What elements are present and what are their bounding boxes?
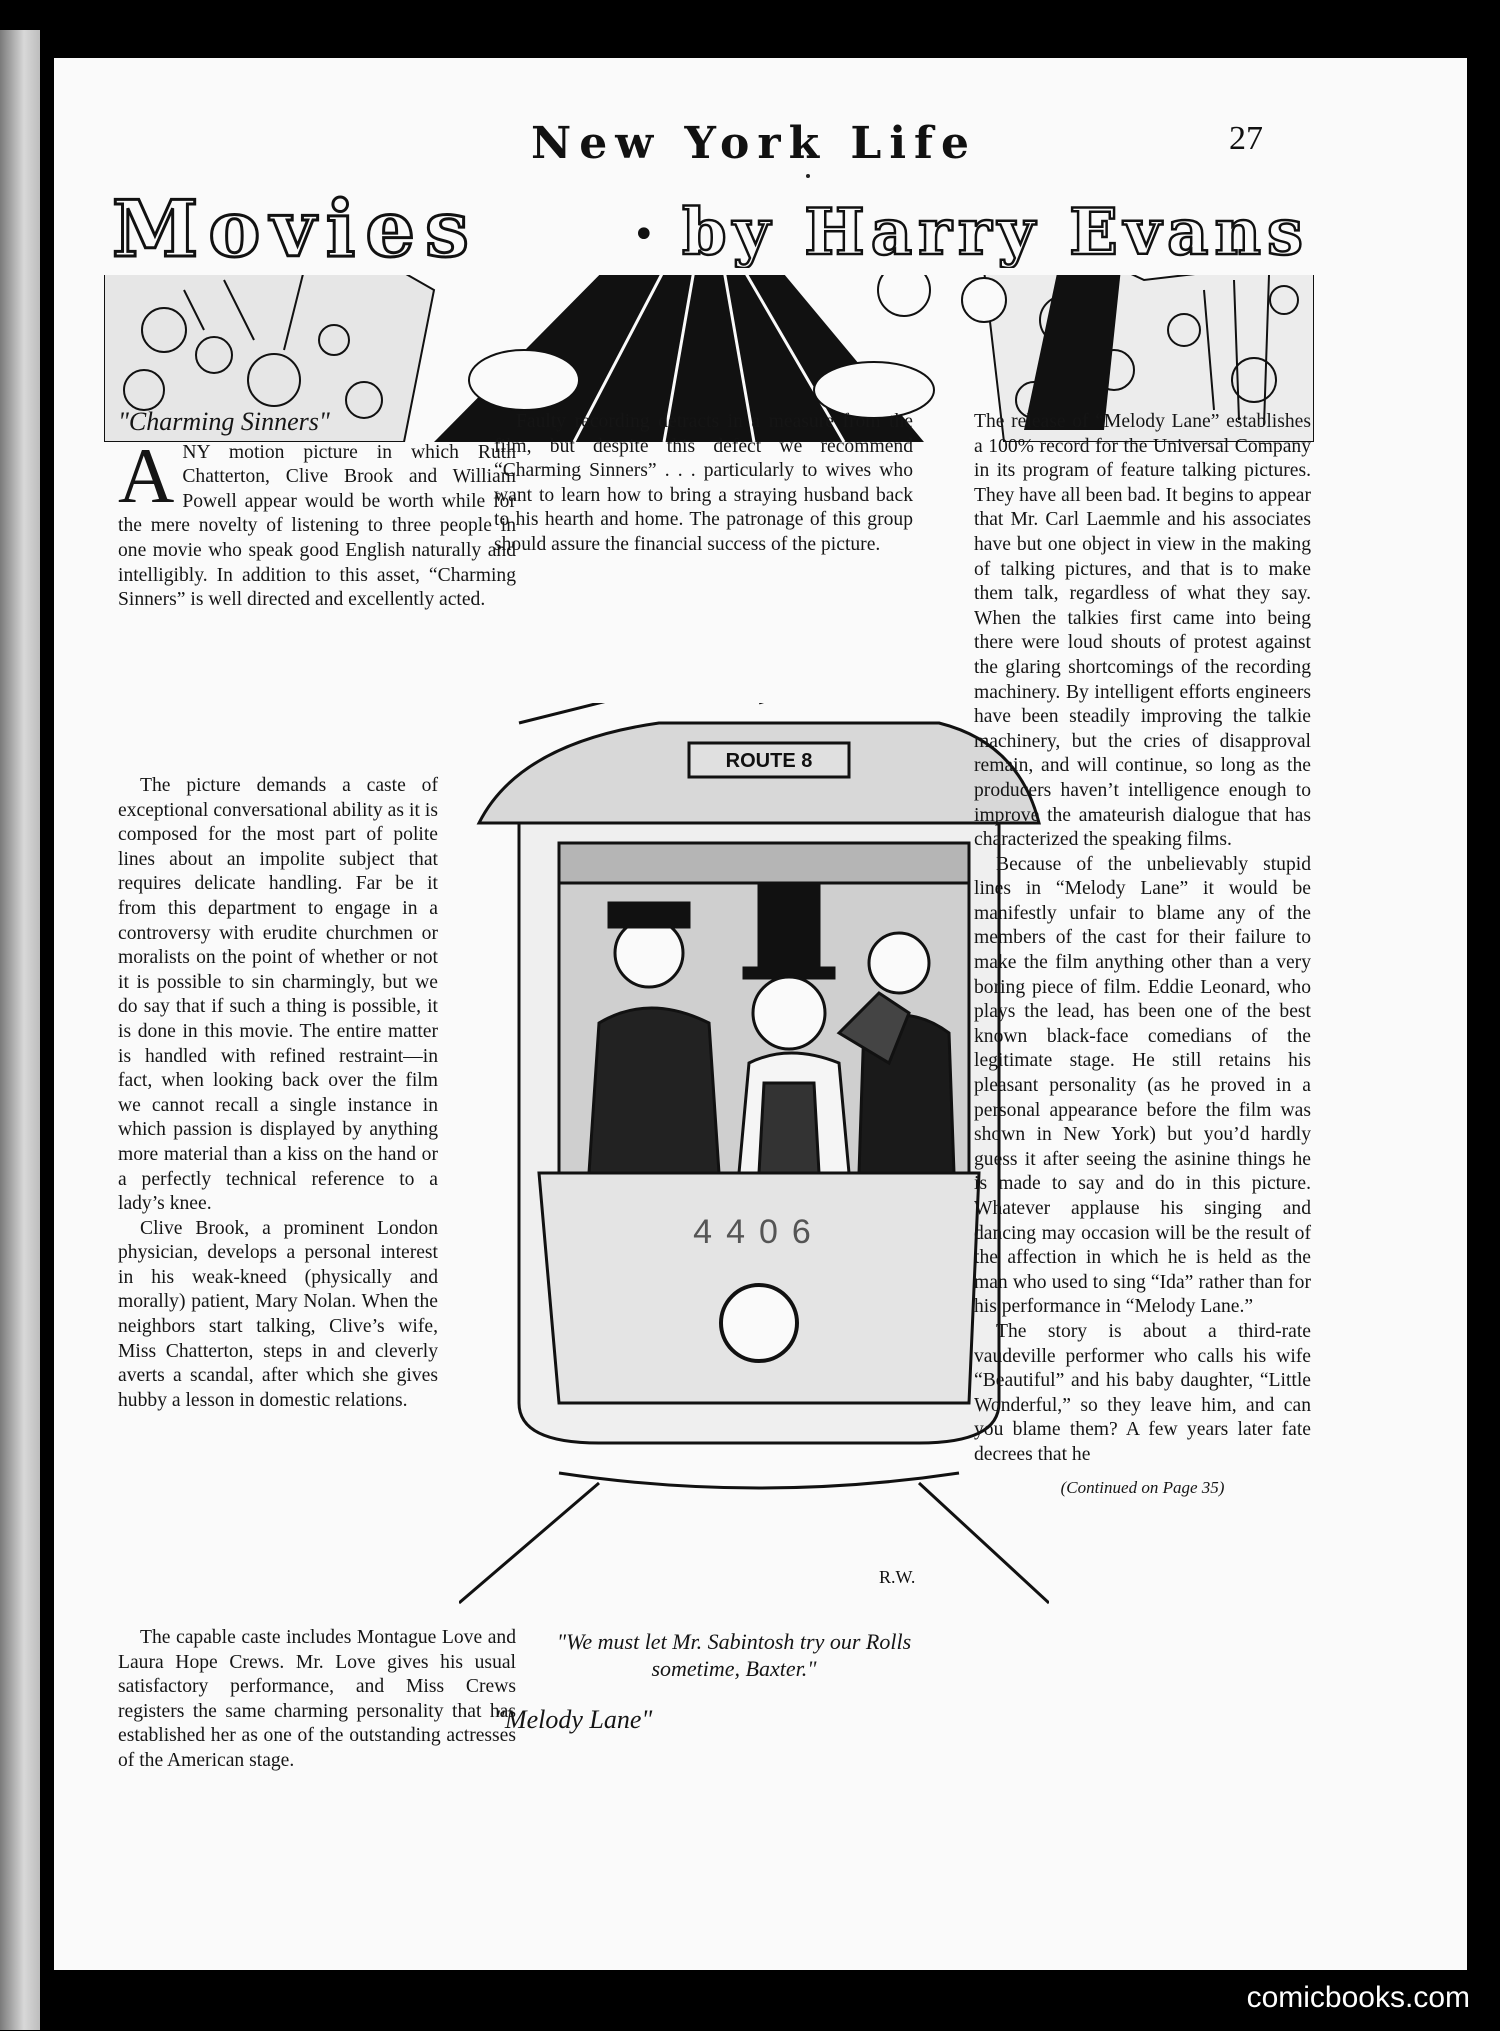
wrap-spacer-illustration <box>886 676 974 1796</box>
banner-heading <box>112 188 1312 268</box>
drop-cap: A <box>118 431 175 519</box>
column-1-bottom <box>118 1626 516 1774</box>
paragraph: The capable caste includes Montague Love and Laura Hope Crews. Mr. Love gives his usual satisfactory performance, and Miss Crews registers the same charming personality that has established her as one of the outstanding actresses of the American stage. <box>118 1627 516 1771</box>
paragraph <box>118 431 516 613</box>
paragraph: Clive Brook, a prominent London physician, develops a personal interest in his weak-kneed (physically and morally) patient, Mary Nolan. When the neighbors start talking, Clive’s wife, Miss Chatterton, steps in and cleverly averts a scandal, after which she gives hubby a lesson in domestic relations. <box>118 1217 438 1411</box>
heading-melody-lane: "Melody Lane" <box>494 1705 653 1734</box>
banner-title-word: Movies <box>112 188 479 268</box>
magazine-title: New York Life <box>531 118 977 169</box>
column-2-bottom <box>494 1705 913 1739</box>
column-3 <box>886 410 1311 1830</box>
paragraph-text: NY motion picture in which Ruth Chatterton, Clive Brook and William Powell appear would be worth while for the mere novelty of listening to three people in one movie who speak good English naturally and intelligibly. In addition to this asset, “Charming Sinners” is well directed and excellently acted. <box>118 441 516 611</box>
banner-byline: by Harry Evans <box>682 195 1310 268</box>
route-sign-text: ROUTE 8 <box>725 750 813 772</box>
heading-charming-sinners: "Charming Sinners" <box>118 407 330 436</box>
column-1-narrow <box>118 774 438 1413</box>
banner-separator: • <box>632 212 656 258</box>
paragraph: The story is about a third-rate vaudeville performer who calls his wife “Beautiful” and his baby daughter, “Little Wonderful,” so they leave him, and can you blame them? A few years later fate decrees that he <box>974 1320 1311 1465</box>
paragraph: Faulty recording detracts in a measure from the film, but despite this defect we recommend “Charming Sinners” . . . particularly to wives who want to learn how to bring a straying husband back to his hearth and home. The patronage of this group should assure the financial success of the picture. <box>494 411 913 555</box>
artist-signature: R.W. <box>879 1567 916 1587</box>
wrap-spacer-top <box>886 410 974 676</box>
paragraph: The release of “Melody Lane” establishes a 100% record for the Universal Company in its program of feature talking pictures. They have all been bad. It begins to appear that Mr. Carl Laemmle and his associates have but one object in view in the making of talking pictures, and that is to make them talk, regardless of what they say. When the talkies first came into being there were loud shouts of protest against the glaring shortcomings of the recording machinery. By intelligent efforts engineers have been steadily improving the talkie machinery, but the cries of disapproval remain, and will continue, so long as the producers haven’t intelligence enough to improve the amateurish dialogue that has characterized the speaking films. <box>974 411 1311 851</box>
car-number: 4406 <box>693 1213 825 1251</box>
column-2 <box>494 410 913 558</box>
magazine-page <box>54 58 1467 1970</box>
page-number: 27 <box>1229 120 1263 157</box>
paragraph: The picture demands a caste of exceptional conversational ability as it is composed for the most part of polite lines about an impolite subject that requires delicate handling. Far be it from this department to engage in a controversy with erudite churchmen or moralists on the point of whether or not it is possible to sin charmingly, but we do say that if such a thing is possible, it is done in this movie. The entire matter is handled with refined restraint—in fact, when looking back over the film we cannot recall a single instance in which passion is displayed by anything more material than a kiss on the hand or a perfectly technical reference to a lady’s knee. <box>118 775 438 1215</box>
paragraph: Because of the unbelievably stupid lines in “Melody Lane” it would be manifestly unfair to blame any of the members of the cast for their failure to make the film anything other than a very boring piece of film. Eddie Leonard, who plays the lead, has been one of the best known black-face comedians of the legitimate stage. He still retains his pleasant personality (as he proved in a personal appearance before the film was shown in New York) but you’d hardly guess it after seeing the asinine things he is made to say and do in this picture. Whatever applause his singing and dancing may occasion will be the result of the affection in which he is held as the man who used to sing “Ida” rather than for his performance in “Melody Lane.” <box>974 853 1311 1318</box>
ornament-dot <box>806 174 810 178</box>
column-1 <box>118 407 516 613</box>
illustration-caption: "We must let Mr. Sabintosh try our Rolls sometime, Baxter." <box>556 1629 912 1681</box>
facing-page-edge <box>0 30 40 2030</box>
continued-note: (Continued on Page 35) <box>1060 1477 1225 1497</box>
watermark: comicbooks.com <box>1246 1981 1470 2014</box>
